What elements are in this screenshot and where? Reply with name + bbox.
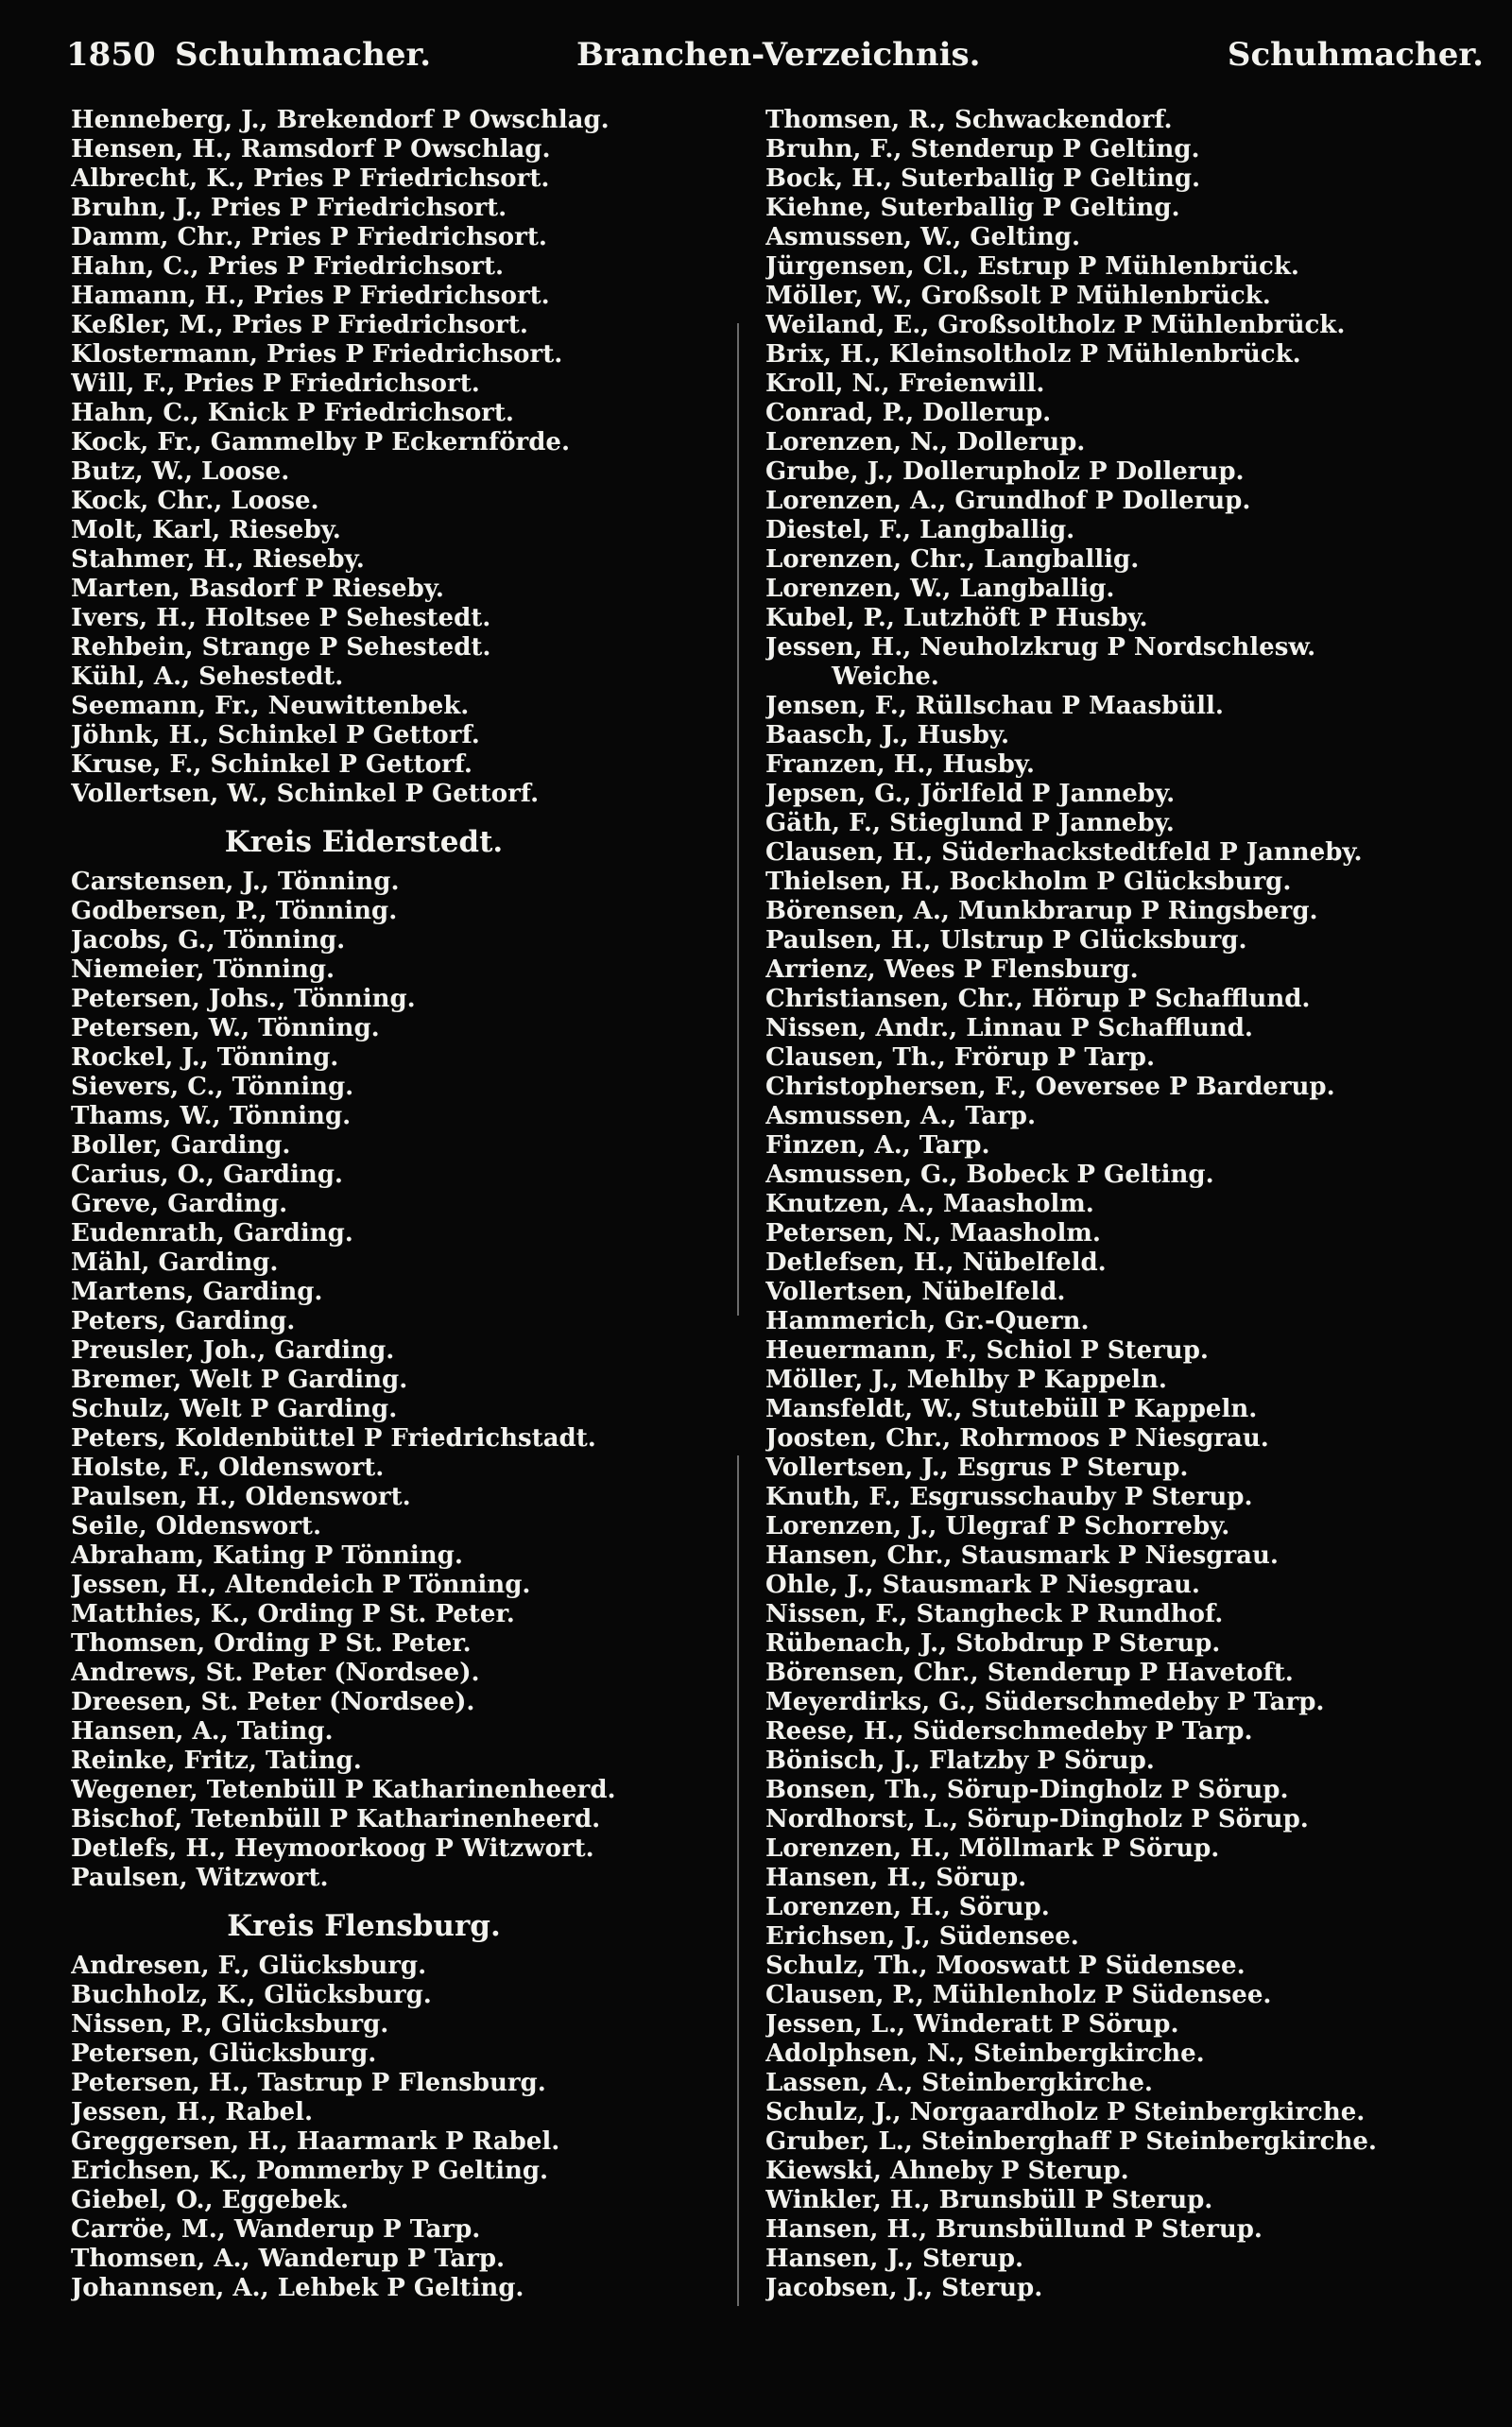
- directory-entry: Thielsen, H., Bockholm P Glücksburg.: [765, 868, 1292, 896]
- directory-entry: Hahn, C., Pries P Friedrichsort.: [71, 252, 505, 281]
- directory-entry: Kiehne, Suterballig P Gelting.: [765, 194, 1180, 222]
- directory-entry: Arrienz, Wees P Flensburg.: [765, 955, 1139, 984]
- directory-entry: Niemeier, Tönning.: [71, 955, 335, 984]
- directory-entry: Asmussen, A., Tarp.: [765, 1102, 1037, 1130]
- page-number: 1850: [66, 36, 156, 74]
- directory-entry: Petersen, H., Tastrup P Flensburg.: [71, 2069, 546, 2097]
- directory-entry: Meyerdirks, G., Süderschmedeby P Tarp.: [765, 1688, 1325, 1716]
- directory-entry: Brix, H., Kleinsoltholz P Mühlenbrück.: [765, 340, 1301, 369]
- directory-entry: Schulz, J., Norgaardholz P Steinbergkirche.: [765, 2098, 1366, 2126]
- left-column: [71, 106, 713, 2303]
- directory-entry: Jensen, F., Rüllschau P Maasbüll.: [765, 692, 1224, 720]
- directory-entry: Kock, Fr., Gammelby P Eckernförde.: [71, 428, 571, 456]
- directory-entry: Jacobsen, J., Sterup.: [765, 2274, 1043, 2302]
- directory-entry: Lorenzen, H., Möllmark P Sörup.: [765, 1834, 1220, 1863]
- directory-entry: Mähl, Garding.: [71, 1248, 279, 1277]
- directory-entry: Preusler, Joh., Garding.: [71, 1336, 395, 1365]
- directory-entry: Kock, Chr., Loose.: [71, 487, 319, 515]
- directory-entry: Carröe, M., Wanderup P Tarp.: [71, 2215, 481, 2244]
- directory-entry: Nissen, P., Glücksburg.: [71, 2010, 389, 2039]
- directory-entry: Lorenzen, W., Langballig.: [765, 575, 1115, 603]
- directory-entry: Asmussen, W., Gelting.: [765, 223, 1080, 251]
- directory-title: Branchen-Verzeichnis.: [576, 36, 981, 74]
- directory-entry: Hansen, A., Tating.: [71, 1717, 334, 1746]
- directory-entry: Petersen, Glücksburg.: [71, 2040, 377, 2068]
- directory-entry: Heuermann, F., Schiol P Sterup.: [765, 1336, 1209, 1365]
- directory-entry: Joosten, Chr., Rohrmoos P Niesgrau.: [765, 1424, 1269, 1453]
- page-header: [66, 36, 1484, 83]
- directory-entry: Nordhorst, L., Sörup-Dingholz P Sörup.: [765, 1805, 1309, 1833]
- directory-entry: Winkler, H., Brunsbüll P Sterup.: [765, 2186, 1213, 2214]
- directory-entry: Peters, Garding.: [71, 1307, 296, 1335]
- directory-entry: Henneberg, J., Brekendorf P Owschlag.: [71, 106, 610, 134]
- directory-entry: Holste, F., Oldenswort.: [71, 1454, 385, 1482]
- directory-entry: Kubel, P., Lutzhöft P Husby.: [765, 604, 1148, 632]
- directory-entry: Vollertsen, W., Schinkel P Gettorf.: [71, 780, 540, 808]
- directory-entry: Reinke, Fritz, Tating.: [71, 1747, 362, 1775]
- directory-entry: Carius, O., Garding.: [71, 1161, 343, 1189]
- directory-entry: Franzen, H., Husby.: [765, 750, 1035, 779]
- directory-entry: Gäth, F., Stieglund P Janneby.: [765, 809, 1175, 837]
- directory-entry: Kruse, F., Schinkel P Gettorf.: [71, 750, 472, 779]
- directory-entry: Bruhn, F., Stenderup P Gelting.: [765, 135, 1200, 164]
- directory-entry: Hansen, H., Brunsbüllund P Sterup.: [765, 2215, 1263, 2244]
- directory-entry: Rübenach, J., Stobdrup P Sterup.: [765, 1629, 1221, 1658]
- directory-entry: Nissen, F., Stangheck P Rundhof.: [765, 1600, 1224, 1628]
- directory-entry: Jürgensen, Cl., Estrup P Mühlenbrück.: [765, 252, 1299, 281]
- directory-entry: Godbersen, P., Tönning.: [71, 897, 398, 925]
- directory-entry: Andresen, F., Glücksburg.: [71, 1952, 427, 1980]
- directory-entry: Börensen, A., Munkbrarup P Ringsberg.: [765, 897, 1318, 925]
- directory-entry: Ohle, J., Stausmark P Niesgrau.: [765, 1571, 1200, 1599]
- directory-entry: Jöhnk, H., Schinkel P Gettorf.: [71, 721, 480, 749]
- directory-entry: Mansfeldt, W., Stutebüll P Kappeln.: [765, 1395, 1258, 1423]
- directory-entry: Keßler, M., Pries P Friedrichsort.: [71, 311, 528, 339]
- directory-entry: Finzen, A., Tarp.: [765, 1131, 990, 1160]
- directory-entry: Bischof, Tetenbüll P Katharinenheerd.: [71, 1805, 601, 1833]
- directory-entry: Asmussen, G., Bobeck P Gelting.: [765, 1161, 1214, 1189]
- directory-entry: Molt, Karl, Rieseby.: [71, 516, 341, 544]
- directory-entry: Lassen, A., Steinbergkirche.: [765, 2069, 1153, 2097]
- directory-entry: Clausen, H., Süderhackstedtfeld P Janneby.: [765, 838, 1363, 867]
- directory-entry: Adolphsen, N., Steinbergkirche.: [765, 2040, 1205, 2068]
- directory-entry: Paulsen, H., Oldenswort.: [71, 1483, 411, 1511]
- directory-entry: Reese, H., Süderschmedeby P Tarp.: [765, 1717, 1253, 1746]
- running-title-left: Schuhmacher.: [175, 36, 432, 74]
- directory-entry: Hamann, H., Pries P Friedrichsort.: [71, 282, 550, 310]
- directory-entry: Jessen, L., Winderatt P Sörup.: [765, 2010, 1179, 2039]
- directory-entry: Kroll, N., Freienwill.: [765, 370, 1045, 398]
- directory-entry: Möller, W., Großsolt P Mühlenbrück.: [765, 282, 1271, 310]
- directory-entry: Bonsen, Th., Sörup-Dingholz P Sörup.: [765, 1776, 1289, 1804]
- directory-entry: Bock, H., Suterballig P Gelting.: [765, 164, 1201, 193]
- directory-entry: Rockel, J., Tönning.: [71, 1043, 339, 1072]
- directory-entry: Jessen, H., Neuholzkrug P Nordschlesw.: [765, 633, 1316, 662]
- directory-entry: Schulz, Th., Mooswatt P Südensee.: [765, 1952, 1246, 1980]
- directory-entry: Damm, Chr., Pries P Friedrichsort.: [71, 223, 547, 251]
- directory-entry: Buchholz, K., Glücksburg.: [71, 1981, 432, 2009]
- directory-entry: Bruhn, J., Pries P Friedrichsort.: [71, 194, 507, 222]
- directory-entry: Petersen, W., Tönning.: [71, 1014, 380, 1042]
- directory-entry: Bremer, Welt P Garding.: [71, 1366, 408, 1394]
- directory-entry: Lorenzen, Chr., Langballig.: [765, 545, 1140, 574]
- directory-entry: Will, F., Pries P Friedrichsort.: [71, 370, 480, 398]
- directory-entry: Detlefs, H., Heymoorkoog P Witzwort.: [71, 1834, 594, 1863]
- directory-entry: Erichsen, K., Pommerby P Gelting.: [71, 2157, 549, 2185]
- directory-entry: Hansen, Chr., Stausmark P Niesgrau.: [765, 1541, 1279, 1570]
- directory-entry: Martens, Garding.: [71, 1278, 323, 1306]
- directory-entry: Jessen, H., Altendeich P Tönning.: [71, 1571, 531, 1599]
- directory-entry: Grube, J., Dollerupholz P Dollerup.: [765, 457, 1245, 486]
- directory-entry: Klostermann, Pries P Friedrichsort.: [71, 340, 563, 369]
- directory-entry: Johannsen, A., Lehbek P Gelting.: [71, 2274, 524, 2302]
- section-heading: Kreis Flensburg.: [227, 1909, 501, 1943]
- directory-entry: Sievers, C., Tönning.: [71, 1073, 354, 1101]
- directory-entry: Vollertsen, J., Esgrus P Sterup.: [765, 1454, 1189, 1482]
- directory-entry: Wegener, Tetenbüll P Katharinenheerd.: [71, 1776, 616, 1804]
- directory-entry: Christophersen, F., Oeversee P Barderup.: [765, 1073, 1335, 1101]
- directory-entry: Kiewski, Ahneby P Sterup.: [765, 2157, 1129, 2185]
- column-divider: [737, 1455, 739, 2306]
- directory-entry: Erichsen, J., Südensee.: [765, 1922, 1079, 1951]
- directory-entry: Thams, W., Tönning.: [71, 1102, 352, 1130]
- directory-entry: Detlefsen, H., Nübelfeld.: [765, 1248, 1107, 1277]
- directory-entry: Giebel, O., Eggebek.: [71, 2186, 350, 2214]
- directory-entry: Greve, Garding.: [71, 1190, 288, 1218]
- directory-entry: Clausen, P., Mühlenholz P Südensee.: [765, 1981, 1272, 2009]
- directory-entry: Hansen, H., Sörup.: [765, 1864, 1027, 1892]
- directory-entry: Nissen, Andr., Linnau P Schafflund.: [765, 1014, 1253, 1042]
- directory-entry: Albrecht, K., Pries P Friedrichsort.: [71, 164, 550, 193]
- directory-entry: Rehbein, Strange P Sehestedt.: [71, 633, 491, 662]
- directory-entry: Matthies, K., Ording P St. Peter.: [71, 1600, 515, 1628]
- directory-entry: Carstensen, J., Tönning.: [71, 868, 400, 896]
- directory-entry: Clausen, Th., Frörup P Tarp.: [765, 1043, 1156, 1072]
- directory-entry: Lorenzen, H., Sörup.: [765, 1893, 1050, 1921]
- directory-entry: Dreesen, St. Peter (Nordsee).: [71, 1688, 475, 1716]
- directory-entry: Thomsen, R., Schwackendorf.: [765, 106, 1173, 134]
- directory-entry: Abraham, Kating P Tönning.: [71, 1541, 463, 1570]
- running-title-right: Schuhmacher.: [1227, 36, 1484, 74]
- directory-entry: Weiche.: [832, 663, 939, 691]
- directory-entry: Lorenzen, N., Dollerup.: [765, 428, 1086, 456]
- directory-entry: Knuth, F., Esgrusschauby P Sterup.: [765, 1483, 1253, 1511]
- directory-entry: Weiland, E., Großsoltholz P Mühlenbrück.: [765, 311, 1346, 339]
- directory-entry: Börensen, Chr., Stenderup P Havetoft.: [765, 1659, 1294, 1687]
- directory-entry: Boller, Garding.: [71, 1131, 291, 1160]
- directory-entry: Paulsen, H., Ulstrup P Glücksburg.: [765, 926, 1247, 955]
- directory-entry: Lorenzen, A., Grundhof P Dollerup.: [765, 487, 1251, 515]
- directory-entry: Stahmer, H., Rieseby.: [71, 545, 365, 574]
- directory-entry: Thomsen, Ording P St. Peter.: [71, 1629, 472, 1658]
- directory-entry: Thomsen, A., Wanderup P Tarp.: [71, 2245, 506, 2273]
- directory-entry: Vollertsen, Nübelfeld.: [765, 1278, 1066, 1306]
- directory-entry: Greggersen, H., Haarmark P Rabel.: [71, 2127, 560, 2156]
- directory-entry: Butz, W., Loose.: [71, 457, 290, 486]
- directory-entry: Möller, J., Mehlby P Kappeln.: [765, 1366, 1167, 1394]
- directory-entry: Seemann, Fr., Neuwittenbek.: [71, 692, 470, 720]
- directory-entry: Diestel, F., Langballig.: [765, 516, 1075, 544]
- directory-entry: Peters, Koldenbüttel P Friedrichstadt.: [71, 1424, 596, 1453]
- directory-entry: Conrad, P., Dollerup.: [765, 399, 1052, 427]
- directory-entry: Baasch, J., Husby.: [765, 721, 1010, 749]
- directory-entry: Gruber, L., Steinberghaff P Steinbergkirche.: [765, 2127, 1377, 2156]
- directory-entry: Lorenzen, J., Ulegraf P Schorreby.: [765, 1512, 1230, 1541]
- directory-entry: Andrews, St. Peter (Nordsee).: [71, 1659, 480, 1687]
- directory-entry: Kühl, A., Sehestedt.: [71, 663, 344, 691]
- directory-entry: Jacobs, G., Tönning.: [71, 926, 346, 955]
- directory-entry: Marten, Basdorf P Rieseby.: [71, 575, 444, 603]
- directory-entry: Ivers, H., Holtsee P Sehestedt.: [71, 604, 491, 632]
- directory-entry: Hammerich, Gr.-Quern.: [765, 1307, 1090, 1335]
- directory-entry: Knutzen, A., Maasholm.: [765, 1190, 1094, 1218]
- directory-entry: Petersen, N., Maasholm.: [765, 1219, 1101, 1248]
- directory-entry: Paulsen, Witzwort.: [71, 1864, 329, 1892]
- directory-entry: Hansen, J., Sterup.: [765, 2245, 1024, 2273]
- section-heading: Kreis Eiderstedt.: [224, 825, 504, 859]
- directory-entry: Seile, Oldenswort.: [71, 1512, 321, 1541]
- directory-entry: Bönisch, J., Flatzby P Sörup.: [765, 1747, 1155, 1775]
- directory-entry: Jepsen, G., Jörlfeld P Janneby.: [765, 780, 1176, 808]
- directory-entry: Jessen, H., Rabel.: [71, 2098, 314, 2126]
- directory-entry: Christiansen, Chr., Hörup P Schafflund.: [765, 985, 1311, 1013]
- directory-entry: Hahn, C., Knick P Friedrichsort.: [71, 399, 514, 427]
- directory-entry: Eudenrath, Garding.: [71, 1219, 353, 1248]
- column-divider: [737, 323, 739, 1316]
- directory-entry: Petersen, Johs., Tönning.: [71, 985, 416, 1013]
- right-column: [765, 106, 1493, 2303]
- directory-entry: Schulz, Welt P Garding.: [71, 1395, 398, 1423]
- directory-entry: Hensen, H., Ramsdorf P Owschlag.: [71, 135, 551, 164]
